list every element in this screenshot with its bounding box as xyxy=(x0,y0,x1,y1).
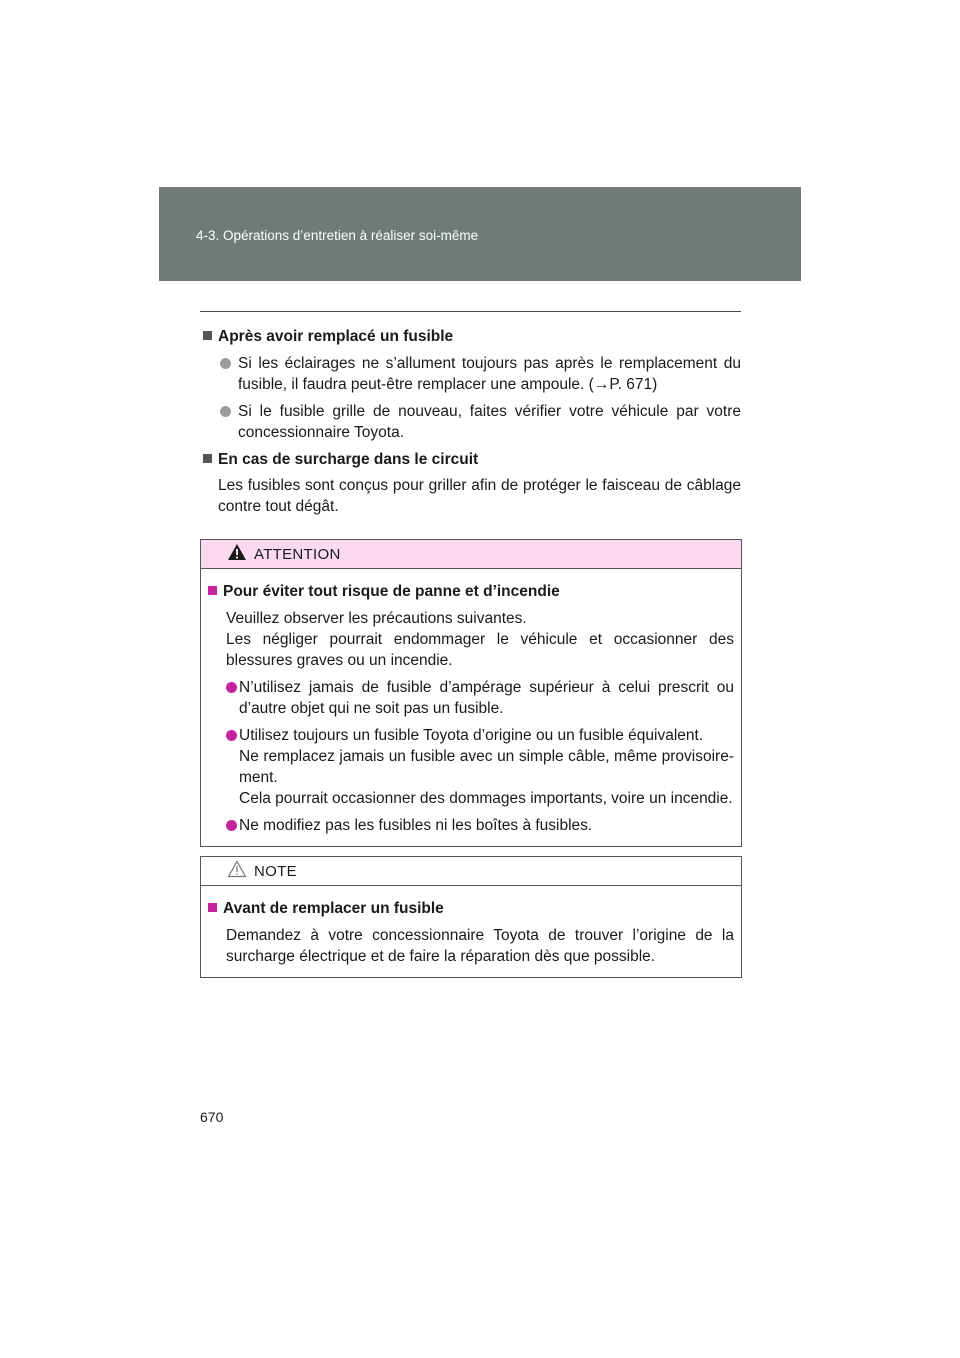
square-bullet-icon xyxy=(203,331,212,340)
list-item xyxy=(208,725,734,809)
section2-heading xyxy=(203,449,741,470)
square-bullet-icon xyxy=(208,586,217,595)
round-bullet-icon xyxy=(226,730,237,741)
note-label: NOTE xyxy=(254,863,297,880)
round-bullet-icon xyxy=(220,358,231,369)
list-item-text: Si les éclairages ne s’allument toujours pas après le remplacement du fusible, il faudra peut-être remplacer une ampoule. (→P. 671) xyxy=(238,355,741,393)
warning-icon xyxy=(227,543,247,566)
main-content xyxy=(200,326,741,517)
list-item xyxy=(208,815,734,836)
note-body xyxy=(201,886,741,977)
section-header-band xyxy=(159,187,801,281)
attention-heading-text: Pour éviter tout risque de panne et d’incendie xyxy=(223,583,560,600)
attention-intro-line: Les négliger pourrait endommager le véhicule et occasionner des blessures graves ou un incendie. xyxy=(226,631,734,669)
attention-box xyxy=(200,539,742,847)
attention-intro-line: Veuillez observer les précautions suivantes. xyxy=(226,610,527,627)
list-item xyxy=(200,353,741,395)
list-item-text: Ne modifiez pas les fusibles ni les boîtes à fusibles. xyxy=(239,817,593,834)
round-bullet-icon xyxy=(220,406,231,417)
list-item-text: N’utilisez jamais de fusible d’ampérage supérieur à celui prescrit ou d’autre objet qui ne soit pas un fusible. xyxy=(239,679,734,717)
section1-heading xyxy=(203,326,741,347)
attention-header xyxy=(201,540,741,569)
list-item-text: Cela pourrait occasionner des dommages importants, voire un incendie. xyxy=(239,790,733,807)
note-paragraph: Demandez à votre concessionnaire Toyota de trouver l’origine de la surcharge électrique et de faire la réparation dès que possible. xyxy=(226,927,734,965)
list-item-text: Ne remplacez jamais un fusible avec un simple câble, même provisoire-ment. xyxy=(239,748,734,786)
divider xyxy=(200,311,741,312)
section2-paragraph: Les fusibles sont conçus pour griller afin de protéger le faisceau de câblage contre tout dégât. xyxy=(218,477,741,515)
square-bullet-icon xyxy=(203,454,212,463)
note-box xyxy=(200,856,742,978)
attention-heading xyxy=(208,581,734,602)
note-heading-text: Avant de remplacer un fusible xyxy=(223,900,444,917)
square-bullet-icon xyxy=(208,903,217,912)
list-item-text: Si le fusible grille de nouveau, faites vérifier votre véhicule par votre concessionnaire Toyota. xyxy=(238,403,741,441)
attention-intro xyxy=(208,608,734,671)
list-item xyxy=(200,401,741,443)
list-item-text: Utilisez toujours un fusible Toyota d’origine ou un fusible équivalent. xyxy=(239,727,704,744)
section1-heading-text: Après avoir remplacé un fusible xyxy=(218,328,454,345)
attention-body xyxy=(201,569,741,846)
note-heading xyxy=(208,898,734,919)
section-title: 4-3. Opérations d’entretien à réaliser soi-même xyxy=(196,228,479,243)
caution-icon xyxy=(227,860,247,883)
page-number: 670 xyxy=(200,1109,224,1125)
section2-heading-text: En cas de surcharge dans le circuit xyxy=(218,451,479,468)
list-item xyxy=(208,677,734,719)
attention-label: ATTENTION xyxy=(254,546,341,563)
round-bullet-icon xyxy=(226,820,237,831)
round-bullet-icon xyxy=(226,682,237,693)
note-header xyxy=(201,857,741,886)
